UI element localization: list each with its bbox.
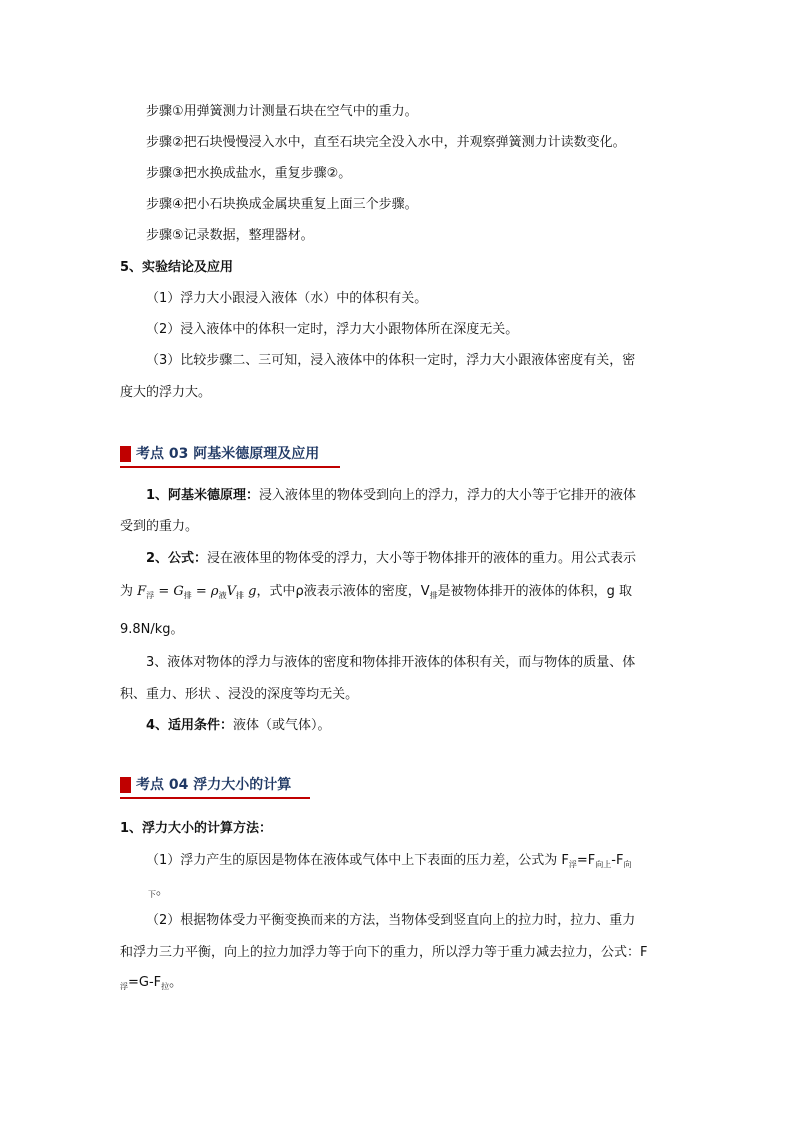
kd03-p1-cont: 受到的重力。 — [120, 519, 199, 534]
sub-down-part2: 下 — [148, 890, 156, 899]
kd04-item-2: （2）根据物体受力平衡变换而来的方法，当物体受到竖直向上的拉力时，拉力、重力 — [146, 913, 636, 928]
sub-pull: 拉 — [161, 982, 170, 991]
kd03-p2-sub: 排 — [429, 591, 438, 600]
step-2: 步骤②把石块慢慢浸入水中，直至石块完全没入水中，并观察弹簧测力计读数变化。 — [146, 135, 626, 150]
formula-sub-liquid: 液 — [218, 591, 227, 600]
kd03-p2 — [146, 550, 636, 568]
kd04-item-2-eq: =G-F — [128, 975, 162, 990]
kd03-p2-text: 浸在液体里的物体受的浮力，大小等于物体排开的液体的重力。用公式表示 — [207, 551, 637, 566]
kd04-item-1-cont — [148, 882, 169, 904]
formula-sub-float: 浮 — [146, 591, 155, 600]
section5-item-1: （1）浮力大小跟浸入液体（水）中的体积有关。 — [146, 291, 428, 306]
formula-sub-displaced: 排 — [183, 591, 192, 600]
formula-prefix: 为 — [120, 584, 134, 599]
step-3: 步骤③把水换成盐水，重复步骤②。 — [146, 166, 352, 181]
formula-sub-displaced: 排 — [235, 591, 244, 600]
sub-down-part: 向 — [623, 860, 632, 869]
kd03-p3: 3、液体对物体的浮力与液体的密度和物体排开液体的体积有关，而与物体的质量、体 — [146, 655, 636, 670]
kd03-p2-label: 2、公式： — [146, 551, 208, 566]
sub-float: 浮 — [120, 982, 128, 991]
kd03-p2-mid: ，式中ρ液表示液体的密度，V — [256, 584, 430, 599]
heading-marker — [120, 446, 131, 462]
kd03-p2-end: 是被物体排开的液体的体积，g 取 — [437, 584, 632, 599]
section5-item-3: （3）比较步骤二、三可知，浸入液体中的体积一定时，浮力大小跟液体密度有关，密 — [146, 353, 636, 368]
heading-underline — [120, 797, 310, 799]
kd04-item-2-end: 。 — [169, 975, 183, 990]
step-5: 步骤⑤记录数据，整理器材。 — [146, 228, 314, 243]
kd03-p2-cont: 9.8N/kg。 — [120, 622, 184, 637]
formula-eq: = — [191, 584, 211, 599]
kd04-item-1-minus: -F — [611, 853, 624, 868]
sub-float: 浮 — [568, 860, 577, 869]
archimedes-formula — [137, 584, 256, 599]
kd04-item-2-text: 和浮力三力平衡，向上的拉力加浮力等于向下的重力，所以浮力等于重力减去拉力，公式：F — [120, 945, 648, 960]
heading-marker — [120, 777, 131, 793]
kd04-item-1 — [146, 852, 631, 874]
formula-g: g — [248, 584, 257, 599]
section5-item-2: （2）浸入液体中的体积一定时，浮力大小跟物体所在深度无关。 — [146, 322, 519, 337]
heading-kd03-text: 考点 03 阿基米德原理及应用 — [136, 446, 320, 462]
kd03-p4 — [146, 717, 331, 735]
section5-item-3-cont: 度大的浮力大。 — [120, 385, 212, 400]
kd03-p1 — [146, 487, 636, 505]
sub-up: 向上 — [595, 860, 612, 869]
formula-eq: = — [154, 584, 174, 599]
kd03-p1-label: 1、阿基米德原理： — [146, 488, 260, 503]
step-4: 步骤④把小石块换成金属块重复上面三个步骤。 — [146, 197, 418, 212]
step-1: 步骤①用弹簧测力计测量石块在空气中的重力。 — [146, 104, 418, 119]
kd04-item-1-eq: =F — [576, 853, 596, 868]
kd03-p2-formula-line — [120, 583, 632, 605]
formula-rho: ρ — [210, 584, 219, 599]
kd04-item-2-formula — [120, 974, 182, 996]
formula-V: V — [226, 584, 236, 599]
kd04-item-1-text: （1）浮力产生的原因是物体在液体或气体中上下表面的压力差，公式为 F — [146, 853, 569, 868]
formula-F: F — [137, 584, 147, 599]
kd03-p1-text: 浸入液体里的物体受到向上的浮力，浮力的大小等于它排开的液体 — [259, 488, 637, 503]
kd03-p4-text: 液体（或气体）。 — [233, 718, 331, 733]
heading-underline — [120, 466, 340, 468]
kd04-item-2-cont — [120, 944, 647, 962]
kd04-item-1-end: 。 — [156, 883, 170, 898]
kd04-title: 1、浮力大小的计算方法： — [120, 821, 273, 836]
formula-G: G — [173, 584, 184, 599]
section5-title: 5、实验结论及应用 — [120, 260, 234, 275]
heading-kd04-text: 考点 04 浮力大小的计算 — [136, 777, 292, 793]
kd03-p4-label: 4、适用条件： — [146, 718, 234, 733]
kd03-p3-cont: 积、重力、形状 、浸没的深度等均无关。 — [120, 687, 359, 702]
